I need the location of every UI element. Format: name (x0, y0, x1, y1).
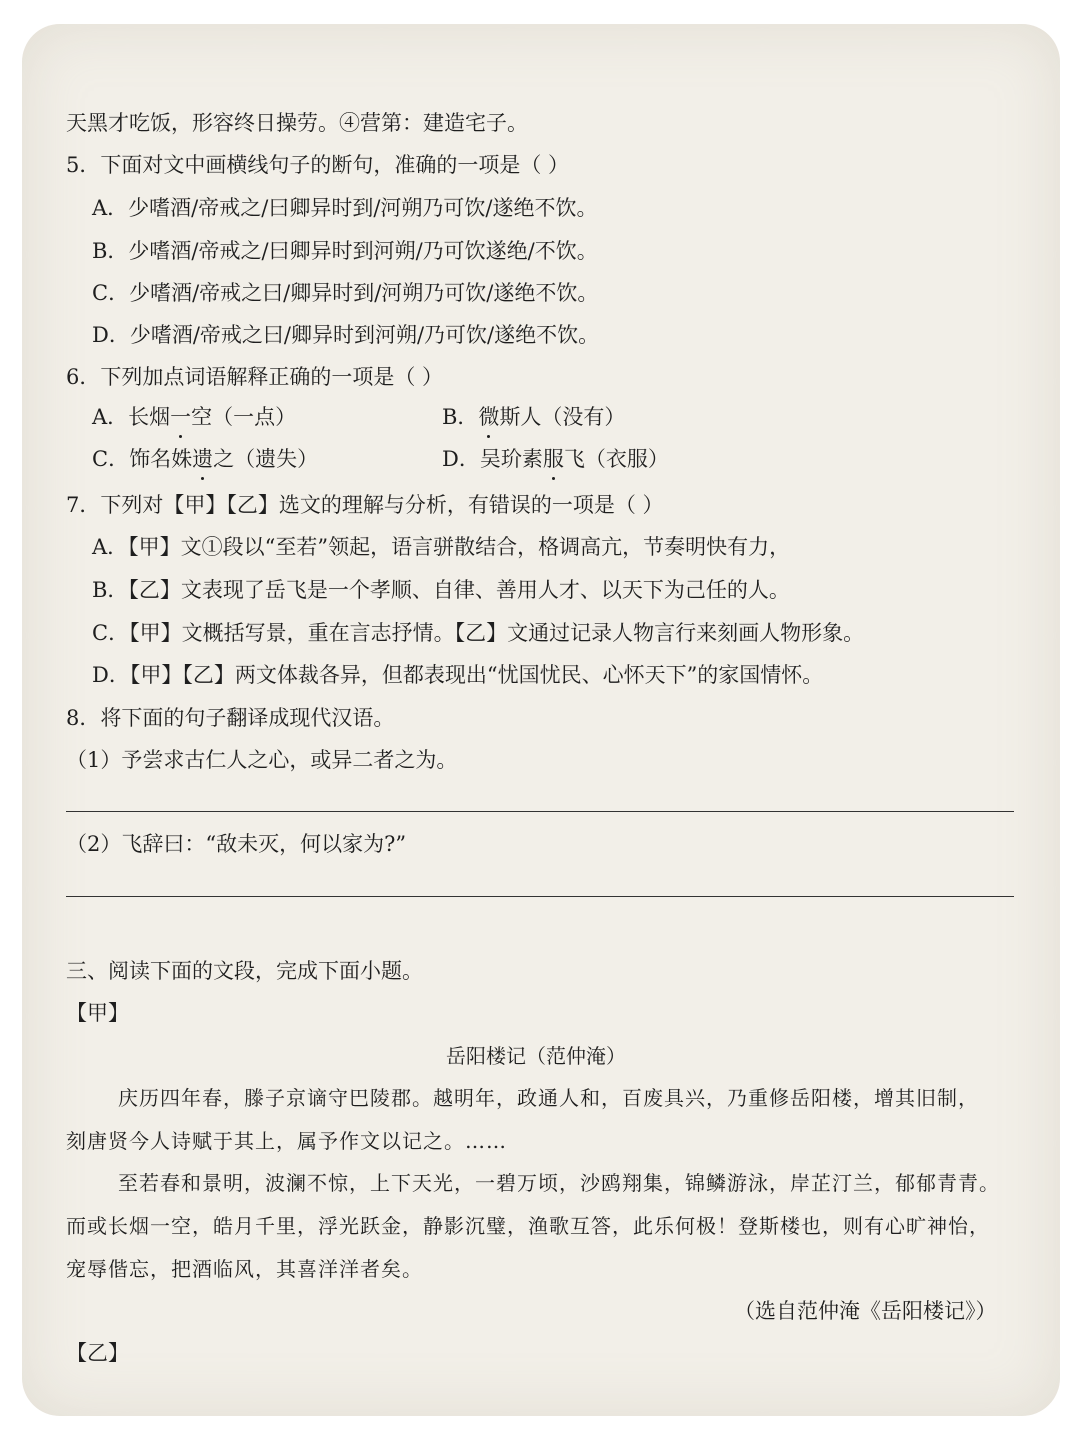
q6-option-b (442, 402, 625, 432)
q7-option-d: D．【甲】【乙】两文体裁各异，但都表现出“忧国忧民、心怀天下”的家国情怀。 (92, 663, 824, 687)
q8-sentence-1: （1）予尝求古仁人之心，或异二者之为。 (66, 748, 458, 772)
q6-c-dotted-word: 遗 (192, 444, 213, 474)
q6-a-dotted-word: 一 (170, 402, 191, 432)
q5-stem: 5．下面对文中画横线句子的断句，准确的一项是（ ） (66, 153, 570, 177)
q7-option-c: C．【甲】文概括写景，重在言志抒情。【乙】文通过记录人物言行来刻画人物形象。 (92, 621, 865, 645)
q5-option-a: A．少嗜酒/帝戒之/曰卿异时到/河朔乃可饮/遂绝不饮。 (92, 196, 598, 220)
q6-stem: 6．下列加点词语解释正确的一项是（ ） (66, 365, 444, 389)
q6-a-rest: 空（一点） (191, 405, 297, 429)
passage-p2-line1: 至若春和景明，波澜不惊，上下天光，一碧万顷，沙鸥翔集，锦鳞游泳，岸芷汀兰，郁郁青青。 (118, 1171, 1000, 1195)
passage-p2-line3: 宠辱偕忘，把酒临风，其喜洋洋者矣。 (66, 1257, 423, 1281)
q7-stem: 7．下列对【甲】【乙】选文的理解与分析，有错误的一项是（ ） (66, 493, 664, 517)
q6-a-label: A．长烟 (92, 405, 171, 429)
q6-option-a (92, 402, 296, 432)
q6-c-label: C．饰名姝 (92, 447, 193, 471)
answer-line-1[interactable] (66, 811, 1014, 812)
q5-option-d: D．少嗜酒/帝戒之曰/卿异时到河朔/乃可饮/遂绝不饮。 (92, 323, 600, 347)
passage-source: （选自范仲淹《岳阳楼记》） (734, 1299, 997, 1323)
passage-title: 岳阳楼记（范仲淹） (446, 1044, 626, 1068)
answer-line-2[interactable] (66, 896, 1014, 897)
q6-d-dotted-word: 服 (543, 444, 564, 474)
q6-d-label: D．吴玠素 (442, 447, 543, 471)
passage-p1-line1: 庆历四年春，滕子京谪守巴陵郡。越明年，政通人和，百废具兴，乃重修岳阳楼，增其旧制， (118, 1086, 979, 1110)
jia-label: 【甲】 (66, 1001, 129, 1025)
q5-option-b: B．少嗜酒/帝戒之/曰卿异时到河朔/乃可饮遂绝/不饮。 (92, 239, 598, 263)
q6-d-rest: 飞（衣服） (563, 447, 669, 471)
q6-b-dotted-word: 微 (478, 402, 499, 432)
section3-heading: 三、阅读下面的文段，完成下面小题。 (66, 959, 423, 983)
passage-p1-line2: 刻唐贤今人诗赋于其上，属予作文以记之。…… (66, 1129, 507, 1153)
q6-option-d (442, 444, 669, 474)
yi-label: 【乙】 (66, 1341, 129, 1365)
q7-option-a: A．【甲】文①段以“至若”领起，语言骈散结合，格调高亢，节奏明快有力， (92, 535, 791, 559)
passage-p2-line2: 而或长烟一空，皓月千里，浮光跃金，静影沉璧，渔歌互答，此乐何极！登斯楼也，则有心旷神怡， (66, 1214, 990, 1238)
q6-b-rest: 斯人（没有） (499, 405, 626, 429)
q8-stem: 8．将下面的句子翻译成现代汉语。 (66, 706, 395, 730)
q6-option-c (92, 444, 318, 474)
q6-b-label: B． (442, 405, 479, 429)
intro-tail: 天黑才吃饭，形容终日操劳。④营第：建造宅子。 (66, 111, 528, 135)
q8-sentence-2: （2）飞辞曰：“敌未灭，何以家为?” (66, 832, 407, 856)
q6-c-rest: 之（遗失） (213, 447, 319, 471)
q7-option-b: B．【乙】文表现了岳飞是一个孝顺、自律、善用人才、以天下为己任的人。 (92, 578, 790, 602)
q5-option-c: C．少嗜酒/帝戒之曰/卿异时到/河朔乃可饮/遂绝不饮。 (92, 281, 599, 305)
